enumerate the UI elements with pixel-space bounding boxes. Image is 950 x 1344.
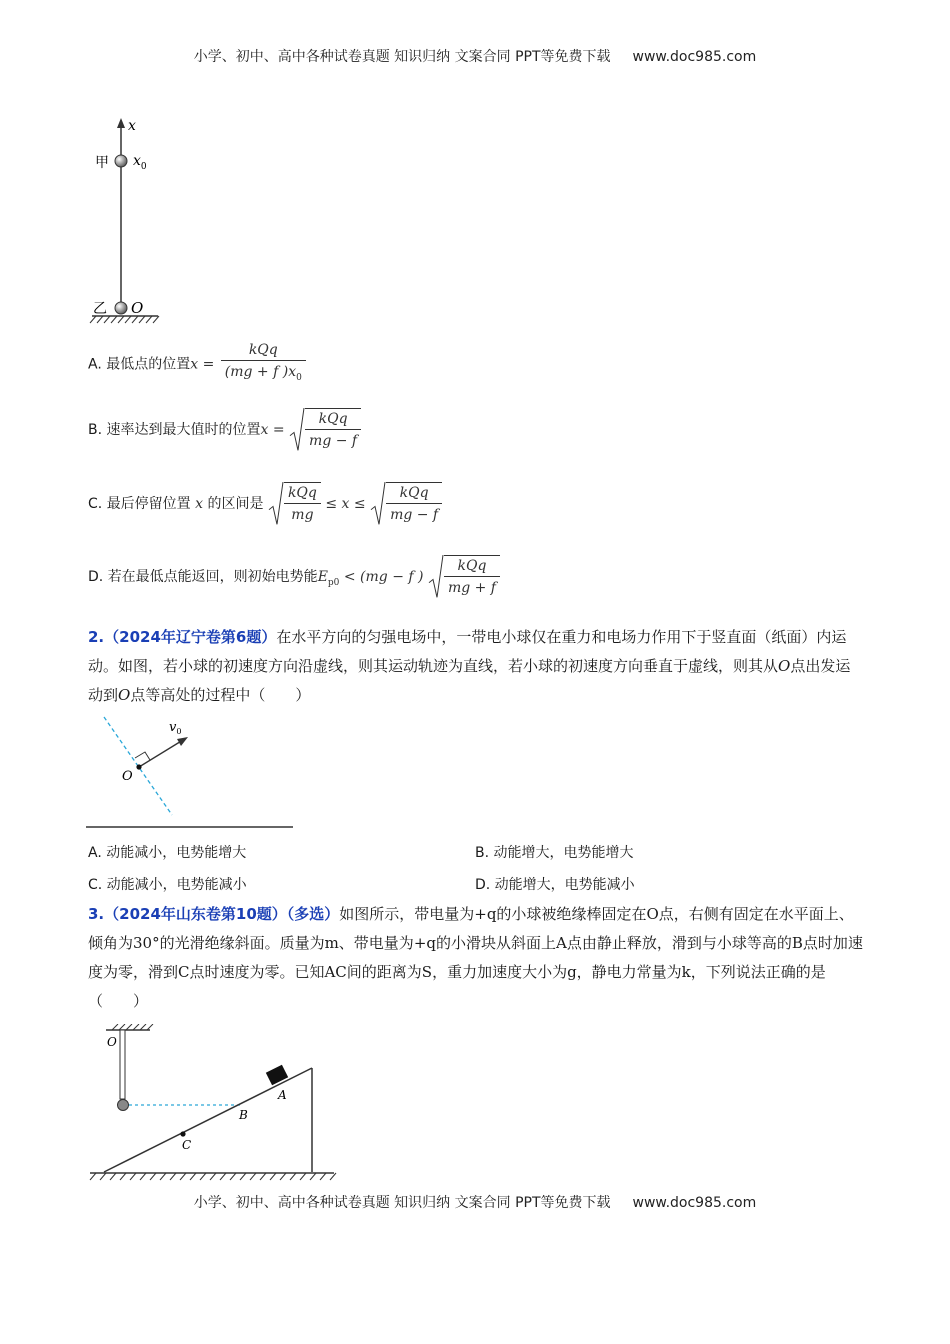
label-x0: $x_0$ (133, 153, 147, 172)
option-c-num2: kQq (386, 483, 442, 504)
point-c (180, 1131, 185, 1136)
option-c-var: x (195, 496, 204, 512)
page-header (0, 46, 950, 66)
q2-choice-d[interactable]: D. 动能增大，电势能减小 (475, 877, 635, 893)
option-d-rel: < (mg − f ) (343, 569, 424, 585)
footer-site[interactable]: www.doc985.com (632, 1195, 757, 1211)
option-a[interactable] (88, 340, 308, 389)
option-b[interactable] (88, 408, 361, 452)
option-b-sqrt (289, 408, 361, 452)
option-d-lhs-sub: p0 (327, 577, 340, 588)
option-a-fraction (221, 340, 306, 389)
option-a-den-main: (mg + f )x (224, 364, 297, 380)
question-2-head: 2.（2024年辽宁卷第6题） (88, 628, 277, 646)
label-a: A (278, 1088, 287, 1102)
x-axis-arrow (117, 118, 125, 128)
option-b-num: kQq (305, 409, 361, 430)
ball-yi (115, 302, 127, 314)
question-2-text: 在水平方向的匀强电场中，一带电小球仅在重力和电场力作用下于竖直面（纸面）内运动。如图，若小球的初速度方向沿虚线，则其运动轨迹为直线，若小球的初速度方向垂直于虚线，则其从 (88, 628, 847, 675)
insulating-rod (120, 1030, 125, 1099)
question-2-o2: O (118, 686, 131, 704)
option-d-den: mg + f (447, 580, 496, 596)
option-d-lhs (317, 569, 340, 588)
option-d-sqrt (428, 555, 500, 599)
option-c-sqrt-2 (370, 482, 442, 526)
header-site[interactable]: www.doc985.com (632, 49, 757, 65)
footer-text: 小学、初中、高中各种试卷真题 知识归纳 文案合同 PPT等免费下载 (193, 1195, 611, 1211)
figure-rod-balls (86, 112, 176, 327)
option-b-text: 速率达到最大值时的位置 (106, 422, 261, 438)
q2-choice-a[interactable]: A. 动能减小，电势能增大 (88, 845, 247, 861)
page-footer (0, 1192, 950, 1212)
point-o (136, 764, 141, 769)
label-c: C (182, 1138, 192, 1152)
question-3 (88, 900, 864, 1016)
option-d-text: 若在最低点能返回，则初始电势能 (107, 569, 318, 585)
option-a-letter: A. (88, 356, 102, 373)
option-a-num: kQq (221, 340, 306, 361)
option-c-text2: 的区间是 (207, 496, 264, 512)
option-c-den1: mg (291, 507, 314, 523)
header-text: 小学、初中、高中各种试卷真题 知识归纳 文案合同 PPT等免费下载 (193, 49, 611, 65)
option-c-letter: C. (88, 496, 103, 512)
option-c-den2: mg − f (390, 507, 439, 523)
ground-hatch (90, 1173, 336, 1180)
q2-choice-c[interactable]: C. 动能减小，电势能减小 (88, 877, 247, 893)
incline-surface (104, 1068, 312, 1172)
option-c-num1: kQq (284, 483, 321, 504)
question-3-text: 如图所示，带电量为+q的小球被绝缘棒固定在O点，右侧有固定在水平面上、倾角为30°的光滑绝缘斜面。质量为m、带电量为+q的小滑块从斜面上A点由静止释放，滑到与小球等高的B点时加速度为零，滑到C点时速度为零。已知AC间的距离为S，重力加速度大小为g，静电力常量为k，下列说法正确的是（ ） (88, 905, 863, 1010)
option-b-lhs: x = (260, 422, 285, 438)
label-origin: O (131, 299, 144, 317)
velocity-arrow (177, 737, 188, 746)
ball-jia (115, 155, 127, 167)
right-angle-mark (135, 752, 150, 760)
option-a-den (221, 361, 306, 389)
sqrt-sign-icon (370, 482, 386, 526)
figure-q2 (86, 712, 298, 832)
option-a-den-sub: 0 (296, 372, 302, 383)
label-o: O (107, 1035, 117, 1049)
question-2-o1: O (778, 657, 791, 675)
question-2-mid: 点出发运动到 (88, 657, 851, 704)
option-d[interactable] (88, 555, 500, 599)
label-yi: 乙 (93, 301, 107, 317)
option-b-den: mg − f (309, 433, 358, 449)
option-d-letter: D. (88, 569, 104, 585)
q2-choice-b[interactable]: B. 动能增大，电势能增大 (475, 845, 634, 861)
option-c-sqrt-1 (268, 482, 321, 526)
option-d-lhs-main: E (317, 569, 328, 585)
question-3-head: 3.（2024年山东卷第10题）（多选） (88, 905, 340, 923)
figure-q3 (86, 1024, 346, 1192)
sqrt-sign-icon (289, 408, 305, 452)
option-a-text: 最低点的位置 (106, 356, 191, 373)
option-c[interactable] (88, 482, 442, 526)
option-a-lhs: x = (190, 356, 215, 373)
ground-hatch (90, 316, 159, 323)
ceiling-hatch (112, 1024, 153, 1030)
charged-ball (118, 1100, 129, 1111)
label-jia: 甲 (95, 155, 109, 171)
sqrt-sign-icon (268, 482, 284, 526)
question-2 (88, 623, 864, 710)
option-c-mid: ≤ x ≤ (325, 496, 366, 512)
sqrt-sign-icon (428, 555, 444, 599)
label-v0: $v_0$ (169, 720, 182, 736)
option-c-text: 最后停留位置 (106, 496, 191, 512)
option-d-num: kQq (444, 556, 500, 577)
label-o: O (122, 769, 133, 784)
label-b: B (239, 1108, 248, 1122)
question-2-tail: 点等高处的过程中（ ） (130, 686, 311, 704)
option-b-letter: B. (88, 422, 103, 438)
axis-label-x: x (128, 118, 136, 134)
